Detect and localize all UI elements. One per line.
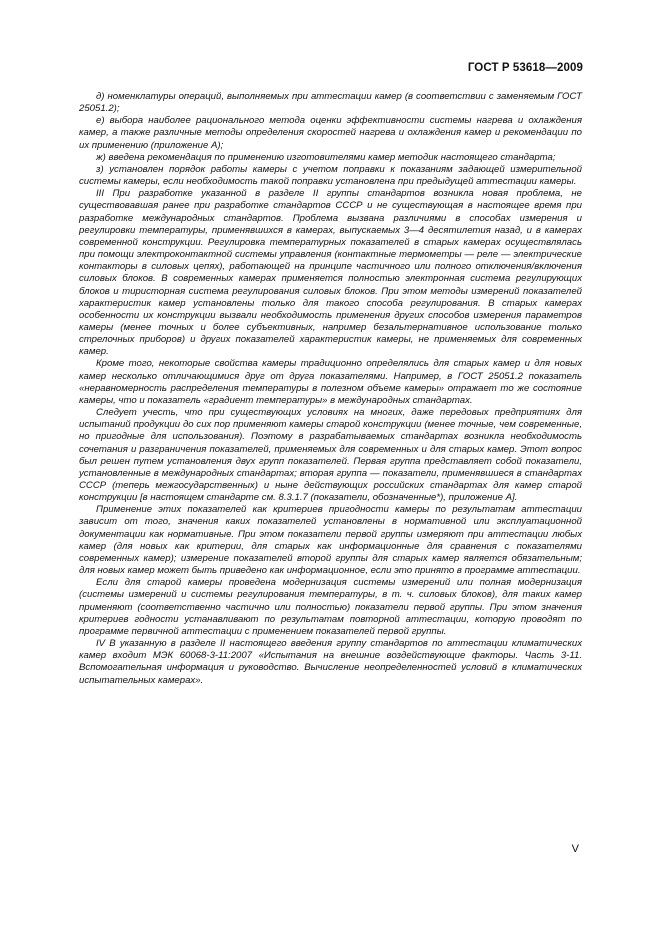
paragraph-item-e: е) выбора наиболее рационального метода оценки эффективности системы нагрева и охлаждения камер, а также различные методы определения скоростей нагрева и охлаждения камер и рекомендации по их применению (приложение А); [79, 115, 582, 151]
paragraph-item-zh: ж) введена рекомендация по применению изготовителями камер методик настоящего стандарта; [96, 151, 556, 163]
paragraph: Применение этих показателей как критериев пригодности камеры по результатам аттестации зависит от того, значения каких показателей установлены в нормативной или эксплуатационной документации как нормативные. При этом показатели первой группы измеряют при аттестации любых камер (для новых как критерии, для старых как информационные для сравнения с показателями современных камер); измерение показателей второй группы для старых камер является обязательным; для новых камер может быть приведено как информационное, если это принято в программе аттестации. [79, 504, 582, 577]
paragraph-item-d: д) номенклатуры операций, выполняемых при аттестации камер (в соответствии с заменяемым ГОСТ 25051.2); [79, 91, 582, 115]
paragraph-section-iv: IV В указанную в разделе II настоящего введения группу стандартов по аттестации климатических камер входит МЭК 60068-3-11:2007 «Испытания на внешние воздействующие факторы. Часть 3-11. Вспомогательная информация и руководство. Вычисление неопределенностей условий в климатических испытательных камерах». [79, 638, 582, 686]
paragraph-item-z: з) установлен порядок работы камеры с учетом поправки к показаниям задающей измерительной системы камеры, если необходимость такой поправки установлена при предыдущей аттестации камеры. [79, 163, 582, 188]
standard-code: ГОСТ Р 53618—2009 [467, 62, 583, 74]
paragraph: Кроме того, некоторые свойства камеры традиционно определялись для старых камер и для новых камер несколько отличающимися друг от друга показателями. Например, в ГОСТ 25051.2 показатель «неравномерность распределения температуры в полезном объеме камеры» отражает то же состояние камеры, что и показатель «градиент температуры» в международных стандартах. [79, 358, 582, 406]
body-text [79, 91, 582, 687]
page-number: V [571, 843, 579, 855]
paragraph: Если для старой камеры проведена модернизация системы измерений или полная модернизация (системы измерений и системы регулирования температуры, в т. ч. силовых блоков), для таких камер применяют (соответственно частично или полностью) показатели первой группы. При этом значения критериев годности устанавливают по результатам повторной аттестации, которую проводят по программе первичной аттестации с применением показателей первой группы. [79, 577, 582, 637]
paragraph: Следует учесть, что при существующих условиях на многих, даже передовых предприятиях для испытаний продукции до сих пор применяют камеры старой конструкции (менее точные, чем современные, но пригодные для использования). Поэтому в разрабатываемых стандартах возникла необходимость сочетания и разграничения показателей, применяемых для современных и для старых камер. Этот вопрос был решен путем установления двух групп показателей. Первая группа представляет собой показатели, установленные в международных стандартах; вторая группа — показатели, применявшиеся в стандартах СССР (теперь межгосударственных) и ныне действующих российских стандартах для камер старой конструкции [в настоящем стандарте см. 8.3.1.7 (показатели, обозначенные*), приложение А]. [79, 407, 582, 504]
paragraph-section-iii: III При разработке указанной в разделе II группы стандартов возникла новая проблема, не существовавшая ранее при разработке стандартов СССР и не существующая в настоящее время при разработке международных стандартов. Проблема вызвана различиями в способах измерения и регулировки температуры, применявшихся в камерах, выпускаемых 3—4 десятилетия назад, и в камерах современной конструкции. Регулировка температурных показателей в старых камерах осуществлялась при помощи электроконтактной системы управления (контактные термометры — реле — электрические контакторы в силовых цепях), работающей на принципе частичного или полного отключения/включения силовых блоков. В современных камерах применяется полностью электронная система регулирующих блоков и тиристорная система регулирования силовых блоков. При этом методы измерений показателей характеристик камер установлены только для такого способа регулирования. В старых камерах особенности их конструкции вызвали необходимость применения других способов измерения параметров камеры (менее точных и более субъективных, например безальтернативное использование только стрелочных приборов) и других показателей характеристик камеры, не применяемых для современных камер. [79, 188, 582, 358]
